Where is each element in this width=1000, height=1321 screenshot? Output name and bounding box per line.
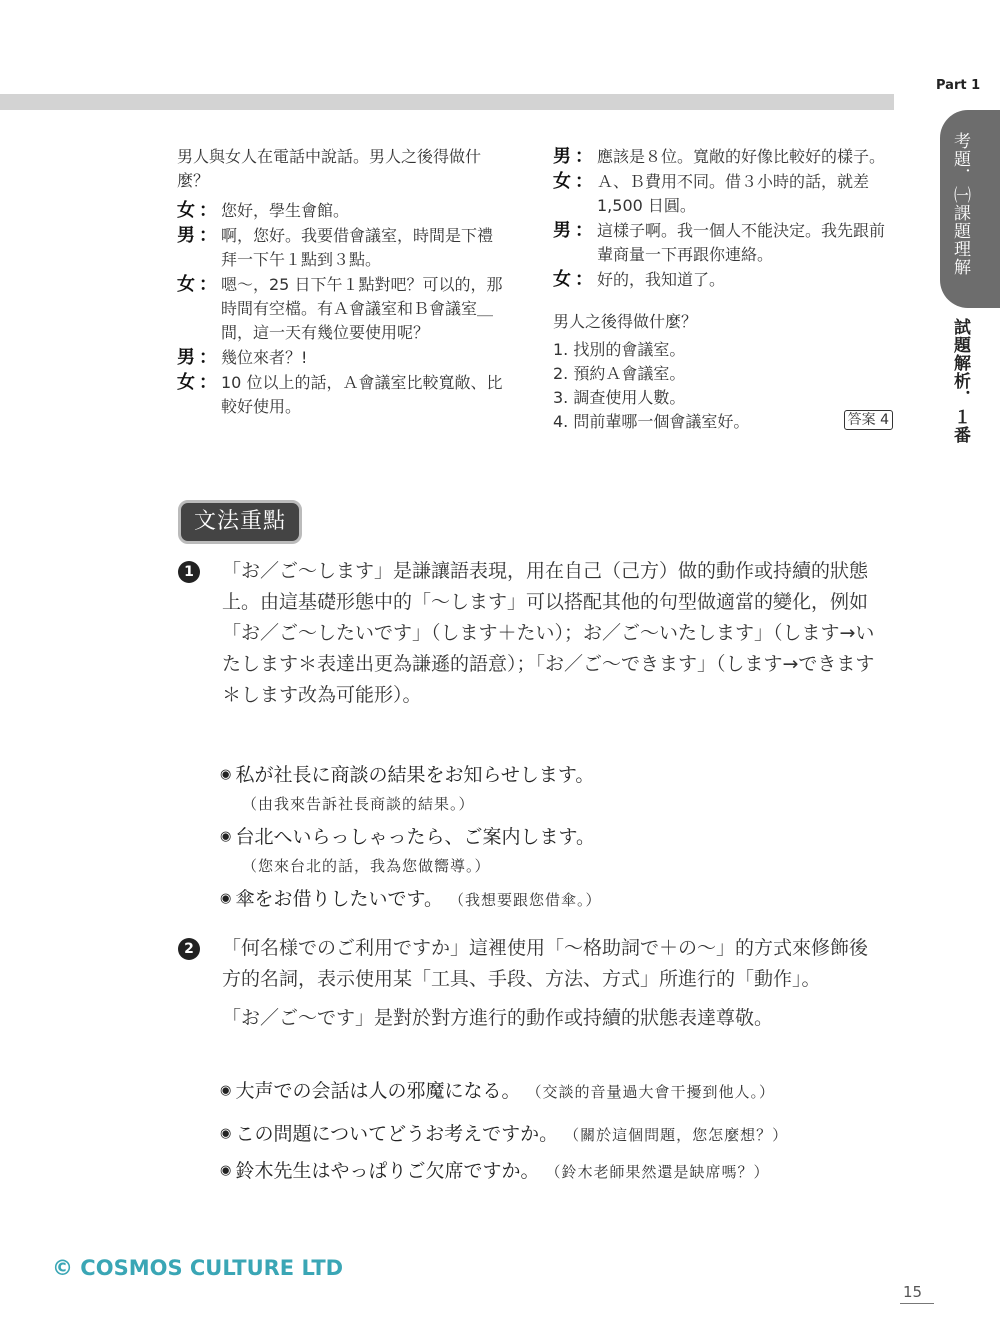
dialog-line [553, 170, 893, 218]
dialog-right-column [553, 145, 893, 434]
example-jp: ◉ 大声での会話は人の邪魔になる。 [220, 1080, 521, 1102]
example-translation: （我想要跟您借傘。） [449, 891, 602, 909]
example-jp: ◉ 鈴木先生はやっぱりご欠席ですか。 [220, 1160, 540, 1182]
grammar-point-2 [178, 933, 878, 1034]
speaker-colon: ： [199, 347, 217, 368]
example-jp: ◉ 台北へいらっしゃったら、ご案内します。 [220, 826, 595, 848]
example-jp: ◉ 傘をお借りしたいです。 [220, 888, 443, 910]
header-rule [0, 94, 894, 110]
example-translation: （您來台北的話，我為您做嚮導。） [242, 857, 491, 875]
grammar-point-subtext: 「お／ご～です」是對於對方進行的動作或持續的狀態表達尊敬。 [222, 1007, 774, 1029]
dialog-utterance: 好的，我知道了。 [597, 270, 726, 289]
dialog-left-column [177, 145, 507, 420]
speaker-colon: ： [575, 171, 593, 192]
dialog-line [177, 346, 507, 370]
grammar-heading: 文法重點 [178, 500, 302, 544]
speaker-label: 男 [553, 220, 571, 241]
example-translation: （鈴木老師果然還是缺席嗎？） [545, 1163, 770, 1181]
example-sentence [220, 1076, 775, 1103]
speaker-colon: ： [575, 146, 593, 167]
example-sentence [220, 760, 594, 814]
speaker-colon: ： [199, 274, 217, 295]
example-translation: （由我來告訴社長商談的結果。） [242, 795, 475, 813]
point-number-icon: 1 [178, 561, 200, 583]
example-translation: （關於這個問題，您怎麼想？） [564, 1126, 789, 1144]
dialog-line [177, 371, 507, 419]
dialog-utterance: Ａ、Ｂ費用不同。借３小時的話，就差 1,500 日圓。 [597, 172, 870, 215]
speaker-colon: ： [575, 220, 593, 241]
example-sentence [220, 884, 602, 911]
copyright-watermark: © COSMOS CULTURE LTD [52, 1256, 344, 1280]
grammar-point-text: 「お／ご～します」是謙讓語表現，用在自己（己方）做的動作或持續的狀態上。由這基礎形態中的「～します」可以搭配其他的句型做適當的變化，例如「お／ご～したいです」（します＋たい）；お／ご～いたします」（します→いたします＊表達出更為謙遜的語意）；「お／ご～できます」（します→できます＊します改為可能形）。 [222, 560, 875, 706]
example-translation: （交談的音量過大會干擾到他人。） [526, 1083, 776, 1101]
dialog-line [553, 145, 893, 169]
dialog-utterance: 嗯～，25 日下午１點對吧？可以的，那時間有空檔。有Ａ會議室和Ｂ會議室＿間，這一天有幾位要使用呢？ [221, 275, 503, 342]
answer-option: 1. 找別的會議室。 [553, 340, 686, 359]
speaker-label: 男 [177, 347, 195, 368]
grammar-point-text: 「何名様でのご利用ですか」這裡使用「～格助詞で＋の～」的方式來修飾後方的名詞，表示使用某「工具、手段、方法、方式」所進行的「動作」。 [222, 937, 869, 990]
dialog-intro: 男人與女人在電話中說話。男人之後得做什麼？ [177, 147, 482, 190]
speaker-colon: ： [199, 200, 217, 221]
speaker-colon: ： [199, 225, 217, 246]
dialog-utterance: 啊，您好。我要借會議室，時間是下禮拜一下午１點到３點。 [221, 226, 494, 269]
answer-options [553, 338, 893, 434]
example-sentence [220, 822, 595, 876]
question-text: 男人之後得做什麼？ [553, 312, 698, 331]
example-sentence [220, 1119, 788, 1146]
example-jp: ◉ この問題についてどうお考えですか。 [220, 1123, 558, 1145]
part-label: Part 1 [936, 78, 981, 93]
dialog-utterance: 這樣子啊。我一個人不能決定。我先跟前輩商量一下再跟你連絡。 [597, 221, 886, 264]
example-jp: ◉ 私が社長に商談の結果をお知らせします。 [220, 764, 594, 786]
dialog-line [553, 219, 893, 267]
grammar-point-1 [178, 556, 878, 711]
section-tab-label: 考題．㈠課題理解 [950, 132, 970, 276]
page-number-rule [900, 1303, 934, 1304]
section-tab [940, 110, 1000, 308]
speaker-label: 男 [553, 146, 571, 167]
speaker-label: 女 [177, 200, 195, 221]
speaker-label: 女 [553, 269, 571, 290]
answer-option: 3. 調查使用人數。 [553, 388, 686, 407]
speaker-label: 男 [177, 225, 195, 246]
dialog-line [177, 199, 507, 223]
dialog-line [553, 268, 893, 292]
section-side-label: 試題解析．１番 [950, 318, 970, 444]
speaker-colon: ： [575, 269, 593, 290]
dialog-utterance: 應該是８位。寬敞的好像比較好的樣子。 [597, 147, 886, 166]
example-sentence [220, 1156, 770, 1183]
speaker-label: 女 [177, 274, 195, 295]
dialog-line [177, 273, 507, 345]
answer-badge: 答案 4 [844, 410, 893, 430]
speaker-label: 女 [177, 372, 195, 393]
answer-option: 2. 預約Ａ會議室。 [553, 364, 686, 383]
point-number-icon: 2 [178, 938, 200, 960]
answer-option: 4. 問前輩哪一個會議室好。 答案 4 [553, 410, 893, 434]
page-number: 15 [903, 1283, 923, 1301]
dialog-utterance: 幾位來者？! [221, 348, 308, 367]
dialog-line [177, 224, 507, 272]
dialog-utterance: 您好，學生會館。 [221, 201, 350, 220]
speaker-colon: ： [199, 372, 217, 393]
dialog-utterance: 10 位以上的話，Ａ會議室比較寬敞、比較好使用。 [221, 373, 503, 416]
speaker-label: 女 [553, 171, 571, 192]
